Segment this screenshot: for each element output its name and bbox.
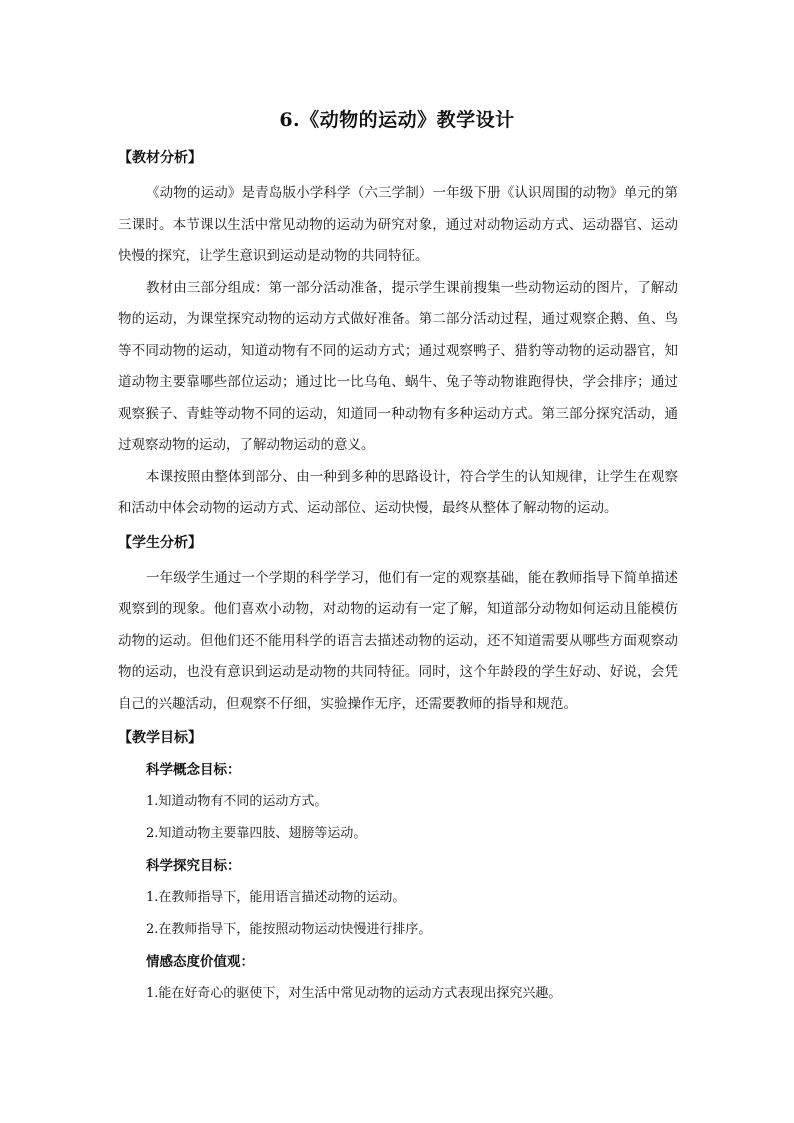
- list-item: 1.知道动物有不同的运动方式。: [146, 794, 328, 809]
- subheading-attitude-goals: 情感态度价值观：: [146, 954, 254, 970]
- list-item: 1.在教师指导下，能用语言描述动物的运动。: [146, 890, 406, 905]
- paragraph: 《动物的运动》是青岛版小学科学（六三学制）一年级下册《认识周围的动物》单元的第三课时。本节课以生活中常见动物的运动为研究对象，通过对动物运动方式、运动器官、运动快慢的探究，让学生意识到运动是动物的共同特征。: [118, 185, 678, 264]
- document-body: [118, 146, 678, 1014]
- list-item: 1.能在好奇心的驱使下，对生活中常见动物的运动方式表现出探究兴趣。: [146, 986, 562, 1001]
- document-title: 6.《动物的运动》教学设计: [279, 109, 515, 131]
- subheading-concept-goals: 科学概念目标：: [146, 762, 241, 778]
- list-item: 2.在教师指导下，能按照动物运动快慢进行排序。: [146, 922, 432, 937]
- paragraph: 教材由三部分组成：第一部分活动准备，提示学生课前搜集一些动物运动的图片，了解动物的运动，为课堂探究动物的运动方式做好准备。第二部分活动过程，通过观察企鹅、鱼、鸟等不同动物的运动，知道动物有不同的运动方式；通过观察鸭子、猎豹等动物的运动器官，知道动物主要靠哪些部位运动；通过比一比乌龟、蜗牛、兔子等动物谁跑得快，学会排序；通过观察猴子、青蛙等动物不同的运动，知道同一种动物有多种运动方式。第三部分探究活动，通过观察动物的运动，了解动物运动的意义。: [118, 279, 678, 453]
- section-heading-student-analysis: 【学生分析】: [118, 534, 202, 551]
- section-heading-textbook-analysis: 【教材分析】: [118, 150, 202, 166]
- paragraph: 一年级学生通过一个学期的科学学习，他们有一定的观察基础，能在教师指导下简单描述观察到的现象。他们喜欢小动物，对动物的运动有一定了解，知道部分动物如何运动且能模仿动物的运动。但他们还不能用科学的语言去描述动物的运动，还不知道需要从哪些方面观察动物的运动，也没有意识到运动是动物的共同特征。同时，这个年龄段的学生好动、好说，会凭自己的兴趣活动，但观察不仔细，实验操作无序，还需要教师的指导和规范。: [118, 569, 678, 712]
- section-heading-teaching-goals: 【教学目标】: [118, 730, 202, 746]
- paragraph: 本课按照由整体到部分、由一种到多种的思路设计，符合学生的认知规律，让学生在观察和活动中体会动物的运动方式、运动部位、运动快慢，最终从整体了解动物的运动。: [118, 468, 678, 516]
- subheading-inquiry-goals: 科学探究目标：: [146, 858, 241, 874]
- list-item: 2.知道动物主要靠四肢、翅膀等运动。: [146, 826, 367, 841]
